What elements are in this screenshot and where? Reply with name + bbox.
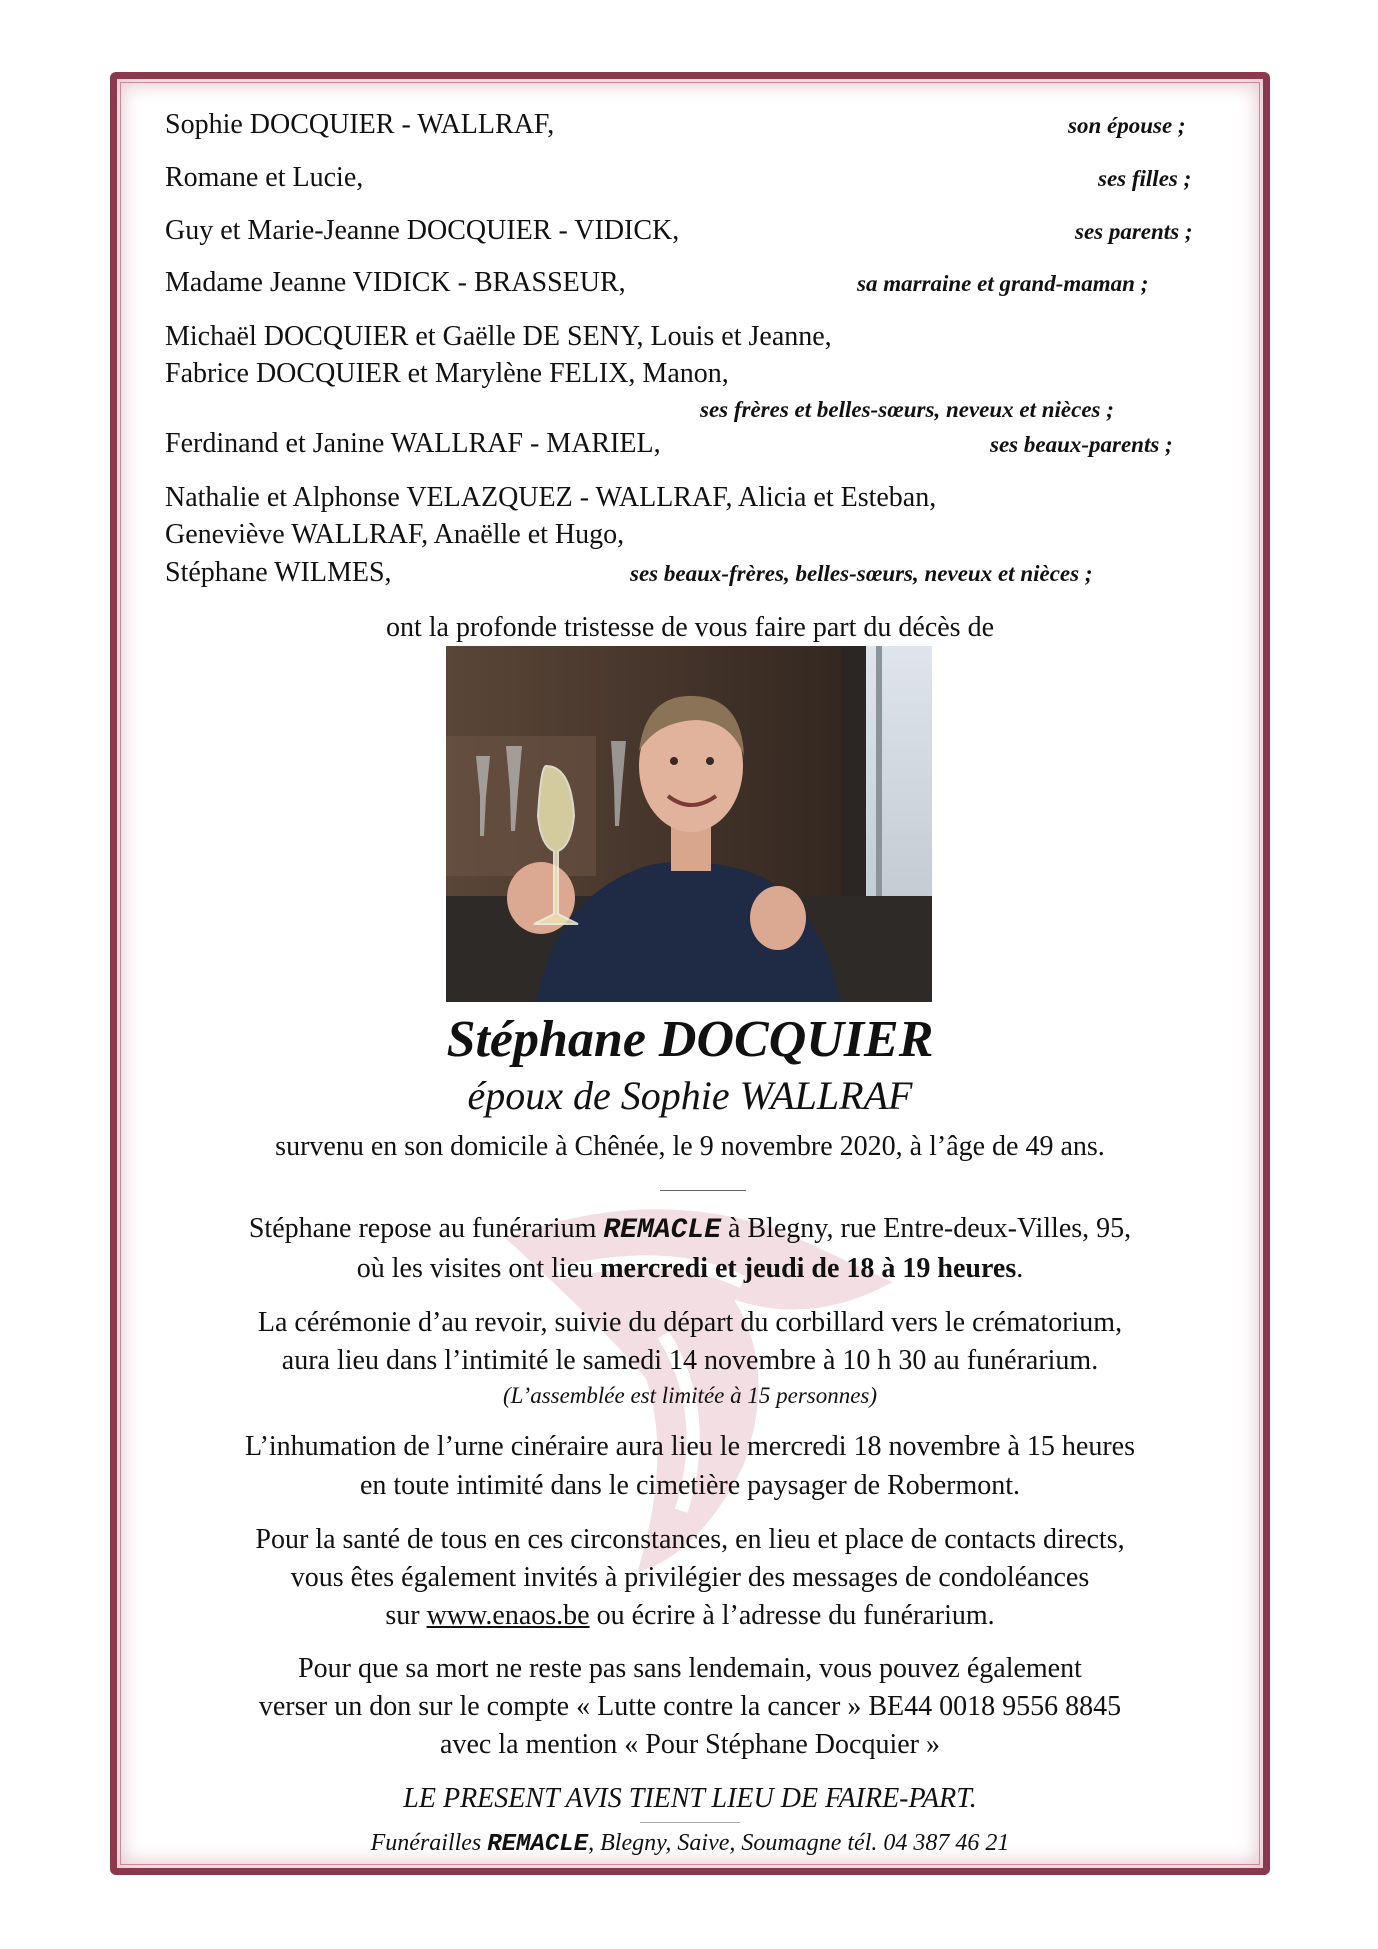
family-role-siblings: ses frères et belles-sœurs, neveux et nièces ;: [700, 397, 1114, 422]
visitation-hours: mercredi et jeudi de 18 à 19 heures: [600, 1253, 1017, 1284]
deceased-name: Stéphane DOCQUIER: [446, 1011, 934, 1068]
family-line-siblings-in-law-1: Nathalie et Alphonse VELAZQUEZ - WALLRAF, Alicia et Esteban,: [165, 482, 937, 513]
ceremony-note: (L’assemblée est limitée à 15 personnes): [502, 1383, 878, 1408]
footer-text: Funérailles REMACLE, Blegny, Saive, Soumagne tél. 04 387 46 21: [370, 1830, 1010, 1858]
family-role-siblings-in-law: ses beaux-frères, belles-sœurs, neveux et nièces ;: [630, 561, 1093, 586]
family-line-daughters: Romane et Lucie,: [165, 162, 364, 193]
donation-line-1: Pour que sa mort ne reste pas sans lendemain, vous pouvez également: [298, 1653, 1082, 1684]
visitation-line-2: où les visites ont lieu mercredi et jeudi de 18 à 19 heures.: [356, 1253, 1024, 1284]
condolences-website-link[interactable]: www.enaos.be: [426, 1600, 590, 1631]
ceremony-line-2: aura lieu dans l’intimité le samedi 14 novembre à 10 h 30 au funérarium.: [281, 1345, 1099, 1376]
family-role-in-laws: ses beaux-parents ;: [990, 432, 1173, 457]
family-line-godmother: Madame Jeanne VIDICK - BRASSEUR,: [165, 267, 626, 298]
family-line-siblings-2: Fabrice DOCQUIER et Marylène FELIX, Manon,: [165, 358, 729, 389]
burial-line-1: L’inhumation de l’urne cinéraire aura lieu le mercredi 18 novembre à 15 heures: [245, 1431, 1135, 1462]
section-separator: [660, 1190, 746, 1191]
family-line-siblings-1: Michaël DOCQUIER et Gaëlle DE SENY, Louis et Jeanne,: [165, 321, 832, 352]
visitation-line-1: Stéphane repose au funérarium REMACLE à Blegny, rue Entre-deux-Villes, 95,: [248, 1213, 1132, 1246]
family-line-siblings-in-law-3: Stéphane WILMES,: [165, 557, 392, 588]
condolences-line-3: sur www.enaos.be ou écrire à l’adresse du funérarium.: [385, 1600, 995, 1631]
condolences-line-1: Pour la santé de tous en ces circonstances, en lieu et place de contacts directs,: [255, 1524, 1125, 1555]
notice-text: LE PRESENT AVIS TIENT LIEU DE FAIRE-PART.: [403, 1783, 977, 1814]
family-role-spouse: son épouse ;: [1068, 113, 1186, 138]
burial-line-2: en toute intimité dans le cimetière paysager de Robermont.: [359, 1470, 1021, 1501]
family-line-spouse: Sophie DOCQUIER - WALLRAF,: [165, 109, 555, 140]
funeral-home-name: REMACLE: [603, 1215, 721, 1246]
announcement-text: ont la profonde tristesse de vous faire part du décès de: [385, 612, 994, 643]
footer-separator: [640, 1822, 740, 1823]
donation-line-2: verser un don sur le compte « Lutte contre la cancer » BE44 0018 9556 8845: [258, 1691, 1122, 1722]
deceased-spouse: époux de Sophie WALLRAF: [467, 1073, 913, 1118]
donation-line-3: avec la mention « Pour Stéphane Docquier »: [440, 1729, 940, 1760]
deceased-photo: [446, 646, 932, 1002]
ceremony-line-1: La cérémonie d’au revoir, suivie du départ du corbillard vers le crématorium,: [257, 1307, 1123, 1338]
portrait-image: [446, 646, 932, 1002]
family-role-daughters: ses filles ;: [1098, 166, 1192, 191]
family-line-siblings-in-law-2: Geneviève WALLRAF, Anaëlle et Hugo,: [165, 519, 625, 550]
footer-brand: REMACLE: [487, 1831, 589, 1858]
deceased-details: survenu en son domicile à Chênée, le 9 novembre 2020, à l’âge de 49 ans.: [275, 1131, 1105, 1162]
family-line-parents: Guy et Marie-Jeanne DOCQUIER - VIDICK,: [165, 215, 680, 246]
family-line-in-laws: Ferdinand et Janine WALLRAF - MARIEL,: [165, 428, 661, 459]
family-role-godmother: sa marraine et grand-maman ;: [857, 271, 1149, 296]
family-role-parents: ses parents ;: [1075, 219, 1193, 244]
condolences-line-2: vous êtes également invités à privilégier des messages de condoléances: [290, 1562, 1090, 1593]
